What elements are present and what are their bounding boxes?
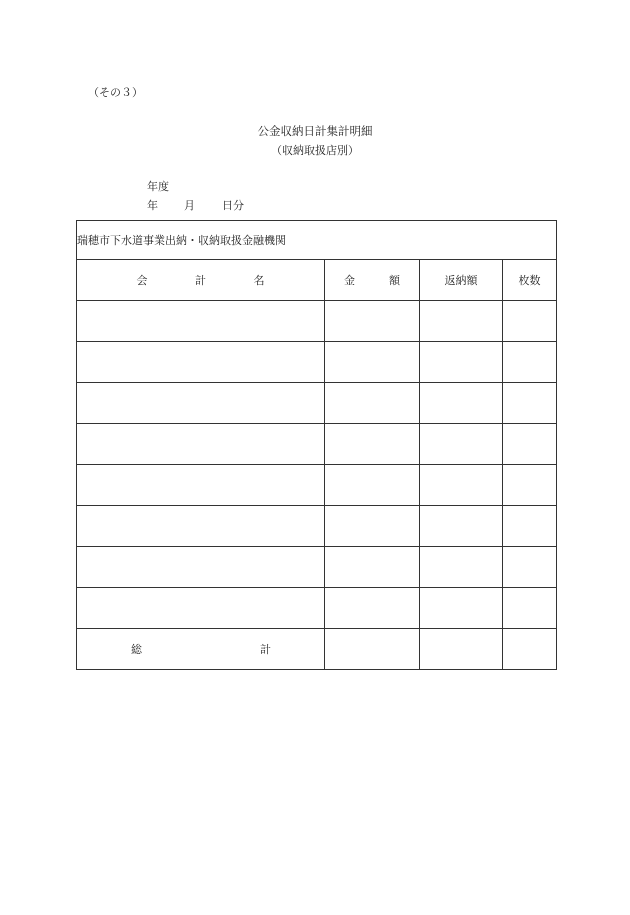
total-row	[77, 629, 557, 670]
count-header: 枚数	[503, 260, 557, 301]
fiscal-year-label: 年度	[147, 180, 169, 193]
table-row	[77, 301, 557, 342]
amount-header-char: 金	[344, 274, 355, 287]
refund-amount-header: 返納額	[420, 260, 503, 301]
account-name-header	[77, 260, 325, 301]
account-name-cell[interactable]	[77, 424, 325, 465]
account-name-cell[interactable]	[77, 465, 325, 506]
refund-amount-cell[interactable]	[420, 465, 503, 506]
date-month-label: 月	[184, 199, 195, 212]
collection-ledger-table	[76, 220, 557, 670]
refund-amount-cell[interactable]	[420, 342, 503, 383]
header-row	[77, 260, 557, 301]
amount-cell[interactable]	[325, 383, 420, 424]
account-name-cell[interactable]	[77, 547, 325, 588]
refund-amount-cell[interactable]	[420, 424, 503, 465]
count-cell[interactable]	[503, 547, 557, 588]
account-name-header-char: 計	[195, 274, 206, 287]
count-cell[interactable]	[503, 506, 557, 547]
count-cell[interactable]	[503, 301, 557, 342]
amount-header	[325, 260, 420, 301]
account-name-cell[interactable]	[77, 588, 325, 629]
account-name-header-char: 会	[136, 274, 148, 287]
amount-cell[interactable]	[325, 424, 420, 465]
document-title: 公金収納日計集計明細	[257, 124, 373, 138]
count-cell[interactable]	[503, 465, 557, 506]
table-row	[77, 547, 557, 588]
account-name-cell[interactable]	[77, 301, 325, 342]
amount-cell[interactable]	[325, 588, 420, 629]
account-name-header-char: 名	[253, 274, 265, 287]
total-amount-cell[interactable]	[325, 629, 420, 670]
amount-cell[interactable]	[325, 342, 420, 383]
refund-amount-cell[interactable]	[420, 506, 503, 547]
bank-row	[77, 221, 557, 260]
account-name-cell[interactable]	[77, 383, 325, 424]
form-number: （その３）	[88, 86, 143, 99]
total-refund-amount-cell[interactable]	[420, 629, 503, 670]
count-cell[interactable]	[503, 588, 557, 629]
date-year-label: 年	[147, 199, 158, 212]
amount-cell[interactable]	[325, 506, 420, 547]
account-name-cell[interactable]	[77, 506, 325, 547]
document-subtitle: （収納取扱店別）	[271, 144, 359, 157]
table-row	[77, 342, 557, 383]
account-name-cell[interactable]	[77, 342, 325, 383]
table-row	[77, 506, 557, 547]
count-cell[interactable]	[503, 383, 557, 424]
refund-amount-cell[interactable]	[420, 383, 503, 424]
count-cell[interactable]	[503, 342, 557, 383]
total-label-char: 計	[260, 643, 271, 656]
refund-amount-cell[interactable]	[420, 301, 503, 342]
amount-header-char: 額	[389, 274, 400, 287]
count-cell[interactable]	[503, 424, 557, 465]
total-count-cell[interactable]	[503, 629, 557, 670]
table-row	[77, 383, 557, 424]
amount-cell[interactable]	[325, 301, 420, 342]
bank-label: 瑞穂市下水道事業出納・収納取扱金融機関	[77, 221, 557, 260]
table-row	[77, 465, 557, 506]
date-day-label: 日分	[222, 199, 244, 212]
amount-cell[interactable]	[325, 465, 420, 506]
table-row	[77, 424, 557, 465]
total-label-char: 総	[131, 643, 142, 656]
amount-cell[interactable]	[325, 547, 420, 588]
refund-amount-cell[interactable]	[420, 547, 503, 588]
refund-amount-cell[interactable]	[420, 588, 503, 629]
total-label	[77, 629, 325, 670]
table-row	[77, 588, 557, 629]
